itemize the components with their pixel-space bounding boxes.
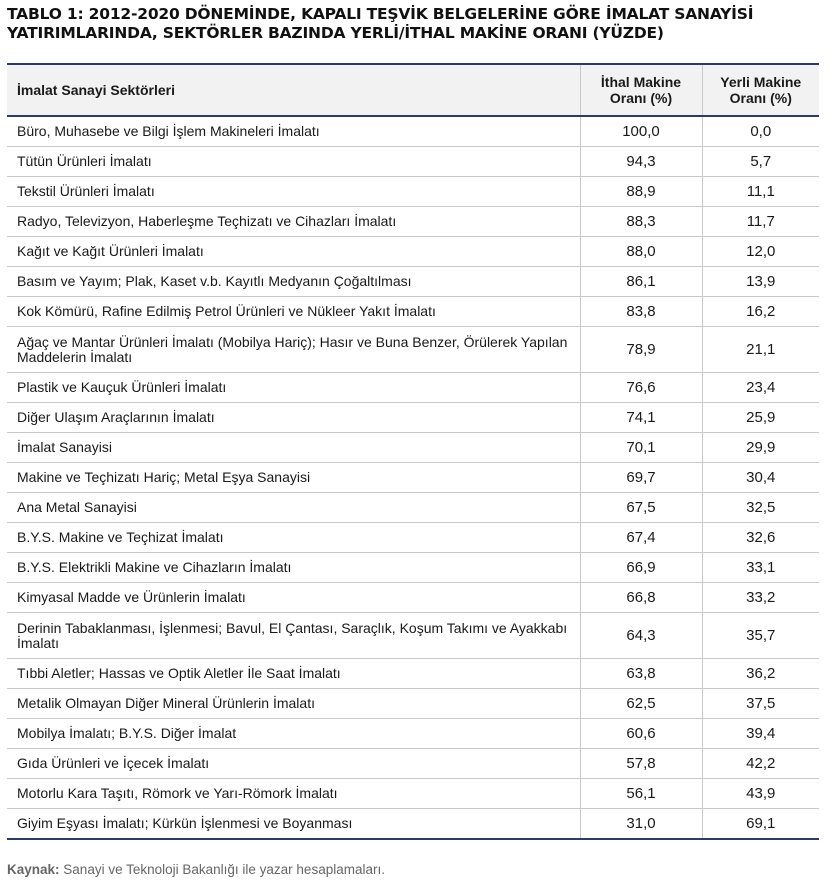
- cell-domestic-ratio: 25,9: [702, 403, 819, 433]
- cell-domestic-ratio: 12,0: [702, 237, 819, 267]
- header-import-ratio: [580, 65, 702, 116]
- table-row: [7, 147, 819, 177]
- source-text: Sanayi ve Teknoloji Bakanlığı ile yazar hesaplamaları.: [63, 862, 385, 877]
- data-table-container: [7, 63, 819, 840]
- cell-sector: Mobilya İmalatı; B.Y.S. Diğer İmalat: [7, 719, 580, 749]
- table-row: [7, 659, 819, 689]
- cell-domestic-ratio: 16,2: [702, 297, 819, 327]
- header-row: [7, 65, 819, 116]
- source-note: [7, 862, 385, 877]
- cell-sector: Gıda Ürünleri ve İçecek İmalatı: [7, 749, 580, 779]
- cell-sector: Radyo, Televizyon, Haberleşme Teçhizatı ve Cihazları İmalatı: [7, 207, 580, 237]
- cell-sector: B.Y.S. Makine ve Teçhizat İmalatı: [7, 523, 580, 553]
- cell-import-ratio: 69,7: [580, 463, 702, 493]
- cell-domestic-ratio: 11,1: [702, 177, 819, 207]
- cell-import-ratio: 60,6: [580, 719, 702, 749]
- cell-import-ratio: 83,8: [580, 297, 702, 327]
- cell-import-ratio: 67,5: [580, 493, 702, 523]
- cell-domestic-ratio: 37,5: [702, 689, 819, 719]
- cell-import-ratio: 63,8: [580, 659, 702, 689]
- cell-domestic-ratio: 33,2: [702, 583, 819, 613]
- cell-domestic-ratio: 32,5: [702, 493, 819, 523]
- table-row: [7, 809, 819, 839]
- cell-domestic-ratio: 11,7: [702, 207, 819, 237]
- header-domestic-line1: Yerli Makine: [720, 74, 802, 90]
- cell-domestic-ratio: 36,2: [702, 659, 819, 689]
- table-row: [7, 493, 819, 523]
- source-label: Kaynak:: [7, 862, 60, 877]
- data-table: [7, 65, 819, 838]
- cell-sector: Kok Kömürü, Rafine Edilmiş Petrol Ürünleri ve Nükleer Yakıt İmalatı: [7, 297, 580, 327]
- cell-sector: Diğer Ulaşım Araçlarının İmalatı: [7, 403, 580, 433]
- cell-sector: Makine ve Teçhizatı Hariç; Metal Eşya Sanayisi: [7, 463, 580, 493]
- cell-sector: Ana Metal Sanayisi: [7, 493, 580, 523]
- cell-sector: Metalik Olmayan Diğer Mineral Ürünlerin İmalatı: [7, 689, 580, 719]
- table-row: [7, 523, 819, 553]
- cell-domestic-ratio: 42,2: [702, 749, 819, 779]
- table-row: [7, 433, 819, 463]
- cell-sector: Tekstil Ürünleri İmalatı: [7, 177, 580, 207]
- table-row: [7, 583, 819, 613]
- cell-sector: Tütün Ürünleri İmalatı: [7, 147, 580, 177]
- cell-import-ratio: 31,0: [580, 809, 702, 839]
- table-row: [7, 463, 819, 493]
- cell-sector: Kağıt ve Kağıt Ürünleri İmalatı: [7, 237, 580, 267]
- table-row: [7, 779, 819, 809]
- cell-domestic-ratio: 30,4: [702, 463, 819, 493]
- header-sector: İmalat Sanayi Sektörleri: [7, 65, 580, 116]
- header-import-line1: İthal Makine: [600, 74, 682, 90]
- table-row: [7, 613, 819, 659]
- cell-import-ratio: 66,9: [580, 553, 702, 583]
- cell-import-ratio: 57,8: [580, 749, 702, 779]
- cell-import-ratio: 74,1: [580, 403, 702, 433]
- cell-import-ratio: 56,1: [580, 779, 702, 809]
- table-row: [7, 553, 819, 583]
- table-header: [7, 65, 819, 116]
- cell-domestic-ratio: 23,4: [702, 373, 819, 403]
- cell-sector: Ağaç ve Mantar Ürünleri İmalatı (Mobilya Hariç); Hasır ve Buna Benzer, Örülerek Yapılan Maddelerin İmalatı: [7, 327, 580, 373]
- table-row: [7, 403, 819, 433]
- header-import-line2: Oranı (%): [609, 90, 673, 106]
- header-domestic-line2: Oranı (%): [729, 90, 792, 106]
- table-row: [7, 689, 819, 719]
- cell-import-ratio: 64,3: [580, 613, 702, 659]
- table-row: [7, 749, 819, 779]
- cell-import-ratio: 86,1: [580, 267, 702, 297]
- cell-sector: B.Y.S. Elektrikli Makine ve Cihazların İmalatı: [7, 553, 580, 583]
- cell-domestic-ratio: 5,7: [702, 147, 819, 177]
- cell-import-ratio: 70,1: [580, 433, 702, 463]
- table-row: [7, 177, 819, 207]
- cell-domestic-ratio: 33,1: [702, 553, 819, 583]
- table-row: [7, 267, 819, 297]
- table-row: [7, 327, 819, 373]
- cell-import-ratio: 76,6: [580, 373, 702, 403]
- cell-domestic-ratio: 43,9: [702, 779, 819, 809]
- cell-domestic-ratio: 32,6: [702, 523, 819, 553]
- cell-import-ratio: 88,9: [580, 177, 702, 207]
- table-row: [7, 116, 819, 147]
- cell-sector: Büro, Muhasebe ve Bilgi İşlem Makineleri İmalatı: [7, 116, 580, 147]
- table-row: [7, 297, 819, 327]
- header-domestic-ratio: [702, 65, 819, 116]
- cell-sector: Derinin Tabaklanması, İşlenmesi; Bavul, El Çantası, Saraçlık, Koşum Takımı ve Ayakkabı İmalatı: [7, 613, 580, 659]
- cell-sector: Tıbbi Aletler; Hassas ve Optik Aletler İle Saat İmalatı: [7, 659, 580, 689]
- table-row: [7, 373, 819, 403]
- cell-import-ratio: 78,9: [580, 327, 702, 373]
- cell-domestic-ratio: 39,4: [702, 719, 819, 749]
- table-body: [7, 116, 819, 838]
- cell-import-ratio: 62,5: [580, 689, 702, 719]
- cell-import-ratio: 100,0: [580, 116, 702, 147]
- cell-domestic-ratio: 29,9: [702, 433, 819, 463]
- cell-domestic-ratio: 69,1: [702, 809, 819, 839]
- table-row: [7, 237, 819, 267]
- table-row: [7, 719, 819, 749]
- cell-sector: Motorlu Kara Taşıtı, Römork ve Yarı-Römork İmalatı: [7, 779, 580, 809]
- cell-sector: Kimyasal Madde ve Ürünlerin İmalatı: [7, 583, 580, 613]
- cell-import-ratio: 88,3: [580, 207, 702, 237]
- cell-domestic-ratio: 21,1: [702, 327, 819, 373]
- cell-import-ratio: 94,3: [580, 147, 702, 177]
- cell-import-ratio: 67,4: [580, 523, 702, 553]
- table-title: TABLO 1: 2012-2020 DÖNEMİNDE, KAPALI TEŞVİK BELGELERİNE GÖRE İMALAT SANAYİSİ YATIRIMLARINDA, SEKTÖRLER BAZINDA YERLİ/İTHAL MAKİNE ORANI (YÜZDE): [7, 5, 754, 42]
- cell-sector: Basım ve Yayım; Plak, Kaset v.b. Kayıtlı Medyanın Çoğaltılması: [7, 267, 580, 297]
- table-row: [7, 207, 819, 237]
- cell-import-ratio: 88,0: [580, 237, 702, 267]
- cell-import-ratio: 66,8: [580, 583, 702, 613]
- cell-sector: Plastik ve Kauçuk Ürünleri İmalatı: [7, 373, 580, 403]
- cell-sector: İmalat Sanayisi: [7, 433, 580, 463]
- cell-sector: Giyim Eşyası İmalatı; Kürkün İşlenmesi ve Boyanması: [17, 815, 353, 831]
- cell-domestic-ratio: 13,9: [702, 267, 819, 297]
- cell-domestic-ratio: 35,7: [702, 613, 819, 659]
- cell-domestic-ratio: 0,0: [702, 116, 819, 147]
